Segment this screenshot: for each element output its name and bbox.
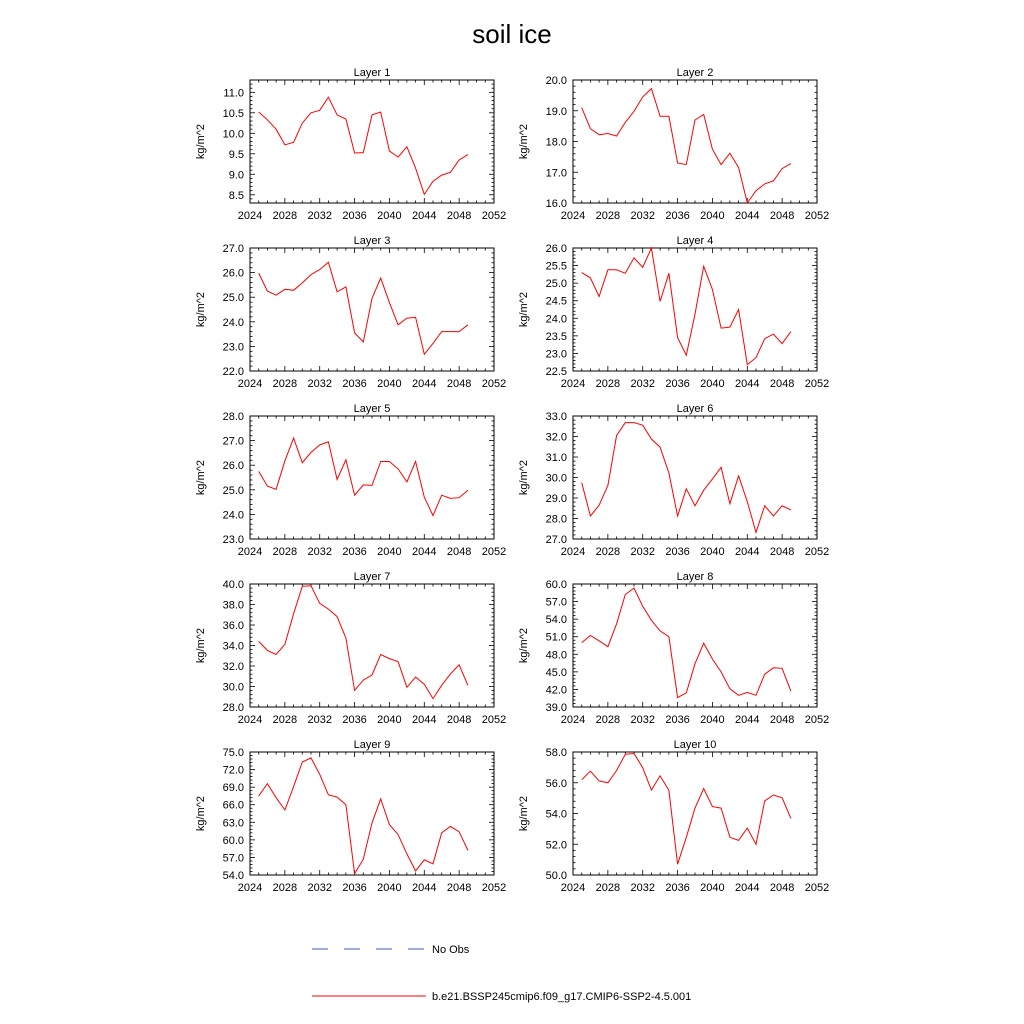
chart-panel-9 <box>195 739 506 894</box>
y-tick-label: 25.5 <box>545 260 567 273</box>
y-tick-label: 54.0 <box>545 808 567 821</box>
y-tick-label: 26.0 <box>222 267 244 280</box>
y-tick-label: 75.0 <box>222 747 244 759</box>
chart-panel-4 <box>518 235 829 390</box>
panel-title: Layer 6 <box>676 403 714 415</box>
y-tick-label: 57.0 <box>222 852 244 865</box>
y-tick-label: 27.0 <box>222 243 244 255</box>
y-tick-label: 51.0 <box>545 631 567 644</box>
x-tick-label: 2036 <box>665 882 690 894</box>
x-tick-label: 2032 <box>630 714 655 726</box>
chart-panel-1 <box>195 67 506 222</box>
x-tick-label: 2028 <box>595 210 621 222</box>
y-tick-label: 24.0 <box>545 313 567 326</box>
x-tick-label: 2040 <box>377 882 402 894</box>
x-tick-label: 2044 <box>412 378 437 390</box>
y-tick-label: 8.5 <box>228 189 244 202</box>
x-tick-label: 2032 <box>307 714 332 726</box>
x-tick-label: 2040 <box>700 378 725 390</box>
x-tick-label: 2048 <box>769 378 795 390</box>
plot-frame <box>250 80 494 203</box>
y-tick-label: 24.0 <box>222 316 244 329</box>
x-tick-label: 2044 <box>735 546 760 558</box>
x-tick-label: 2044 <box>735 378 760 390</box>
y-tick-label: 9.5 <box>228 148 244 161</box>
series-line <box>582 588 791 698</box>
x-tick-label: 2044 <box>735 714 760 726</box>
x-tick-label: 2044 <box>412 882 437 894</box>
x-tick-label: 2036 <box>665 546 690 558</box>
x-tick-label: 2040 <box>700 882 725 894</box>
x-tick-label: 2040 <box>700 210 725 222</box>
y-tick-label: 25.0 <box>222 484 244 497</box>
x-tick-label: 2040 <box>377 210 402 222</box>
plot-frame <box>573 584 817 707</box>
x-tick-label: 2024 <box>560 546 586 558</box>
y-tick-label: 58.0 <box>545 747 567 759</box>
y-axis-label: kg/m^2 <box>518 123 530 160</box>
chart-panel-10 <box>518 739 829 894</box>
y-tick-label: 38.0 <box>222 599 244 612</box>
y-tick-label: 22.0 <box>222 366 244 378</box>
legend-label-model: b.e21.BSSP245cmip6.f09_g17.CMIP6-SSP2-4.5.001 <box>432 991 692 1003</box>
x-tick-label: 2048 <box>446 378 472 390</box>
y-tick-label: 60.0 <box>222 834 244 847</box>
y-tick-label: 40.0 <box>222 579 244 591</box>
panel-title: Layer 5 <box>353 403 391 415</box>
panel-title: Layer 8 <box>676 571 714 583</box>
chart-panel-5 <box>195 403 506 558</box>
x-tick-label: 2032 <box>307 546 332 558</box>
y-tick-label: 56.0 <box>545 777 567 790</box>
y-tick-label: 16.0 <box>545 198 567 210</box>
y-tick-label: 24.5 <box>545 295 567 308</box>
x-tick-label: 2032 <box>630 546 655 558</box>
y-tick-label: 11.0 <box>223 87 244 100</box>
y-tick-label: 23.0 <box>222 341 244 354</box>
chart-panel-6 <box>518 403 829 558</box>
y-tick-label: 28.0 <box>222 702 244 714</box>
chart-panel-2 <box>518 67 829 222</box>
x-tick-label: 2028 <box>595 378 621 390</box>
x-tick-label: 2040 <box>700 546 725 558</box>
x-tick-label: 2036 <box>665 378 690 390</box>
y-tick-label: 24.0 <box>222 509 244 522</box>
series-line <box>259 758 468 874</box>
x-tick-label: 2048 <box>446 210 472 222</box>
x-tick-label: 2028 <box>272 546 298 558</box>
chart-panel-7 <box>195 571 506 726</box>
y-tick-label: 25.0 <box>222 292 244 305</box>
plot-frame <box>250 752 494 875</box>
x-tick-label: 2048 <box>446 882 472 894</box>
y-tick-label: 23.5 <box>545 330 567 343</box>
x-tick-label: 2024 <box>237 714 263 726</box>
x-tick-label: 2052 <box>804 882 830 894</box>
x-tick-label: 2028 <box>595 714 621 726</box>
x-tick-label: 2044 <box>412 714 437 726</box>
y-tick-label: 32.0 <box>545 431 567 444</box>
panel-title: Layer 7 <box>353 571 391 583</box>
y-tick-label: 18.0 <box>545 136 567 149</box>
x-tick-label: 2048 <box>446 546 472 558</box>
panel-title: Layer 3 <box>353 235 391 247</box>
plot-frame <box>250 416 494 539</box>
y-tick-label: 29.0 <box>545 493 567 505</box>
y-tick-label: 10.5 <box>222 107 244 120</box>
x-tick-label: 2024 <box>237 210 263 222</box>
y-axis-label: kg/m^2 <box>195 627 207 664</box>
y-tick-label: 50.0 <box>545 870 567 882</box>
series-line <box>259 438 468 515</box>
y-tick-label: 72.0 <box>222 764 244 777</box>
series-line <box>582 248 791 365</box>
y-tick-label: 45.0 <box>545 666 567 679</box>
plot-frame <box>250 248 494 371</box>
x-tick-label: 2036 <box>665 714 690 726</box>
x-tick-label: 2024 <box>237 378 263 390</box>
x-tick-label: 2044 <box>735 882 760 894</box>
series-line <box>259 97 468 194</box>
y-tick-label: 23.0 <box>222 534 244 546</box>
y-tick-label: 54.0 <box>545 614 567 627</box>
y-tick-label: 33.0 <box>545 411 567 423</box>
y-tick-label: 63.0 <box>222 817 244 830</box>
panel-title: Layer 4 <box>676 235 714 247</box>
x-tick-label: 2032 <box>630 210 655 222</box>
y-axis-label: kg/m^2 <box>195 123 207 160</box>
panel-title: Layer 9 <box>353 739 391 751</box>
x-tick-label: 2048 <box>769 210 795 222</box>
chart-panel-3 <box>195 235 506 390</box>
panel-title: Layer 1 <box>353 67 391 79</box>
series-line <box>582 423 791 533</box>
y-axis-label: kg/m^2 <box>518 459 530 496</box>
y-tick-label: 54.0 <box>222 870 244 882</box>
x-tick-label: 2024 <box>560 378 586 390</box>
series-line <box>582 754 791 865</box>
x-tick-label: 2024 <box>237 546 263 558</box>
x-tick-label: 2052 <box>481 882 507 894</box>
x-tick-label: 2052 <box>804 714 830 726</box>
x-tick-label: 2032 <box>630 378 655 390</box>
y-tick-label: 25.0 <box>545 278 567 291</box>
y-tick-label: 36.0 <box>222 620 244 632</box>
y-tick-label: 10.0 <box>222 128 244 141</box>
x-tick-label: 2040 <box>700 714 725 726</box>
chart-panel-8 <box>518 571 829 726</box>
y-tick-label: 30.0 <box>222 681 244 694</box>
panel-title: Layer 10 <box>673 739 717 751</box>
x-tick-label: 2024 <box>237 882 263 894</box>
x-tick-label: 2024 <box>560 714 586 726</box>
x-tick-label: 2044 <box>735 210 760 222</box>
x-tick-label: 2028 <box>272 378 298 390</box>
y-tick-label: 57.0 <box>545 596 567 609</box>
x-tick-label: 2028 <box>595 546 621 558</box>
x-tick-label: 2044 <box>412 546 437 558</box>
y-axis-label: kg/m^2 <box>195 459 207 496</box>
x-tick-label: 2048 <box>769 714 795 726</box>
x-tick-label: 2052 <box>481 378 507 390</box>
x-tick-label: 2036 <box>342 546 367 558</box>
y-tick-label: 28.0 <box>545 513 567 526</box>
x-tick-label: 2040 <box>377 714 402 726</box>
plot-frame <box>573 80 817 203</box>
y-tick-label: 32.0 <box>222 661 244 673</box>
x-tick-label: 2052 <box>481 714 507 726</box>
plot-frame <box>573 752 817 875</box>
series-line <box>259 262 468 354</box>
y-tick-label: 31.0 <box>545 452 567 464</box>
plot-frame <box>573 248 817 371</box>
legend <box>312 944 691 1003</box>
panel-title: Layer 2 <box>676 67 714 79</box>
x-tick-label: 2036 <box>342 714 367 726</box>
x-tick-label: 2024 <box>560 882 586 894</box>
x-tick-label: 2028 <box>272 882 298 894</box>
y-tick-label: 28.0 <box>222 411 244 423</box>
x-tick-label: 2036 <box>342 882 367 894</box>
figure-title: soil ice <box>472 19 552 49</box>
x-tick-label: 2040 <box>377 546 402 558</box>
y-tick-label: 26.0 <box>222 460 244 473</box>
x-tick-label: 2028 <box>272 714 298 726</box>
x-tick-label: 2028 <box>272 210 298 222</box>
x-tick-label: 2040 <box>377 378 402 390</box>
series-line <box>582 89 791 203</box>
x-tick-label: 2052 <box>804 378 830 390</box>
x-tick-label: 2052 <box>481 546 507 558</box>
y-tick-label: 17.0 <box>545 167 567 180</box>
y-tick-label: 34.0 <box>222 640 244 653</box>
x-tick-label: 2032 <box>307 882 332 894</box>
y-tick-label: 69.0 <box>222 782 244 795</box>
x-tick-label: 2052 <box>804 210 830 222</box>
y-tick-label: 19.0 <box>545 105 567 118</box>
series-line <box>259 586 468 699</box>
y-tick-label: 52.0 <box>545 839 567 852</box>
x-tick-label: 2044 <box>412 210 437 222</box>
x-tick-label: 2032 <box>630 882 655 894</box>
x-tick-label: 2032 <box>307 210 332 222</box>
y-tick-label: 23.0 <box>545 348 567 361</box>
x-tick-label: 2036 <box>342 378 367 390</box>
y-tick-label: 39.0 <box>545 702 567 714</box>
y-axis-label: kg/m^2 <box>518 627 530 664</box>
x-tick-label: 2048 <box>769 546 795 558</box>
x-tick-label: 2036 <box>665 210 690 222</box>
y-tick-label: 9.0 <box>228 169 244 182</box>
y-tick-label: 27.0 <box>545 534 567 546</box>
x-tick-label: 2052 <box>804 546 830 558</box>
x-tick-label: 2048 <box>446 714 472 726</box>
panels <box>195 67 829 894</box>
x-tick-label: 2036 <box>342 210 367 222</box>
y-tick-label: 66.0 <box>222 799 244 812</box>
legend-label-no-obs: No Obs <box>432 944 470 956</box>
x-tick-label: 2024 <box>560 210 586 222</box>
x-tick-label: 2048 <box>769 882 795 894</box>
plot-frame <box>250 584 494 707</box>
y-tick-label: 26.0 <box>545 243 567 255</box>
x-tick-label: 2032 <box>307 378 332 390</box>
y-tick-label: 42.0 <box>545 684 567 697</box>
y-tick-label: 27.0 <box>222 435 244 448</box>
y-tick-label: 60.0 <box>545 579 567 591</box>
y-axis-label: kg/m^2 <box>518 795 530 832</box>
y-tick-label: 30.0 <box>545 472 567 485</box>
y-axis-label: kg/m^2 <box>518 291 530 328</box>
y-axis-label: kg/m^2 <box>195 291 207 328</box>
x-tick-label: 2052 <box>481 210 507 222</box>
y-tick-label: 20.0 <box>545 75 567 87</box>
x-tick-label: 2028 <box>595 882 621 894</box>
y-tick-label: 22.5 <box>545 366 567 378</box>
y-axis-label: kg/m^2 <box>195 795 207 832</box>
y-tick-label: 48.0 <box>545 649 567 662</box>
